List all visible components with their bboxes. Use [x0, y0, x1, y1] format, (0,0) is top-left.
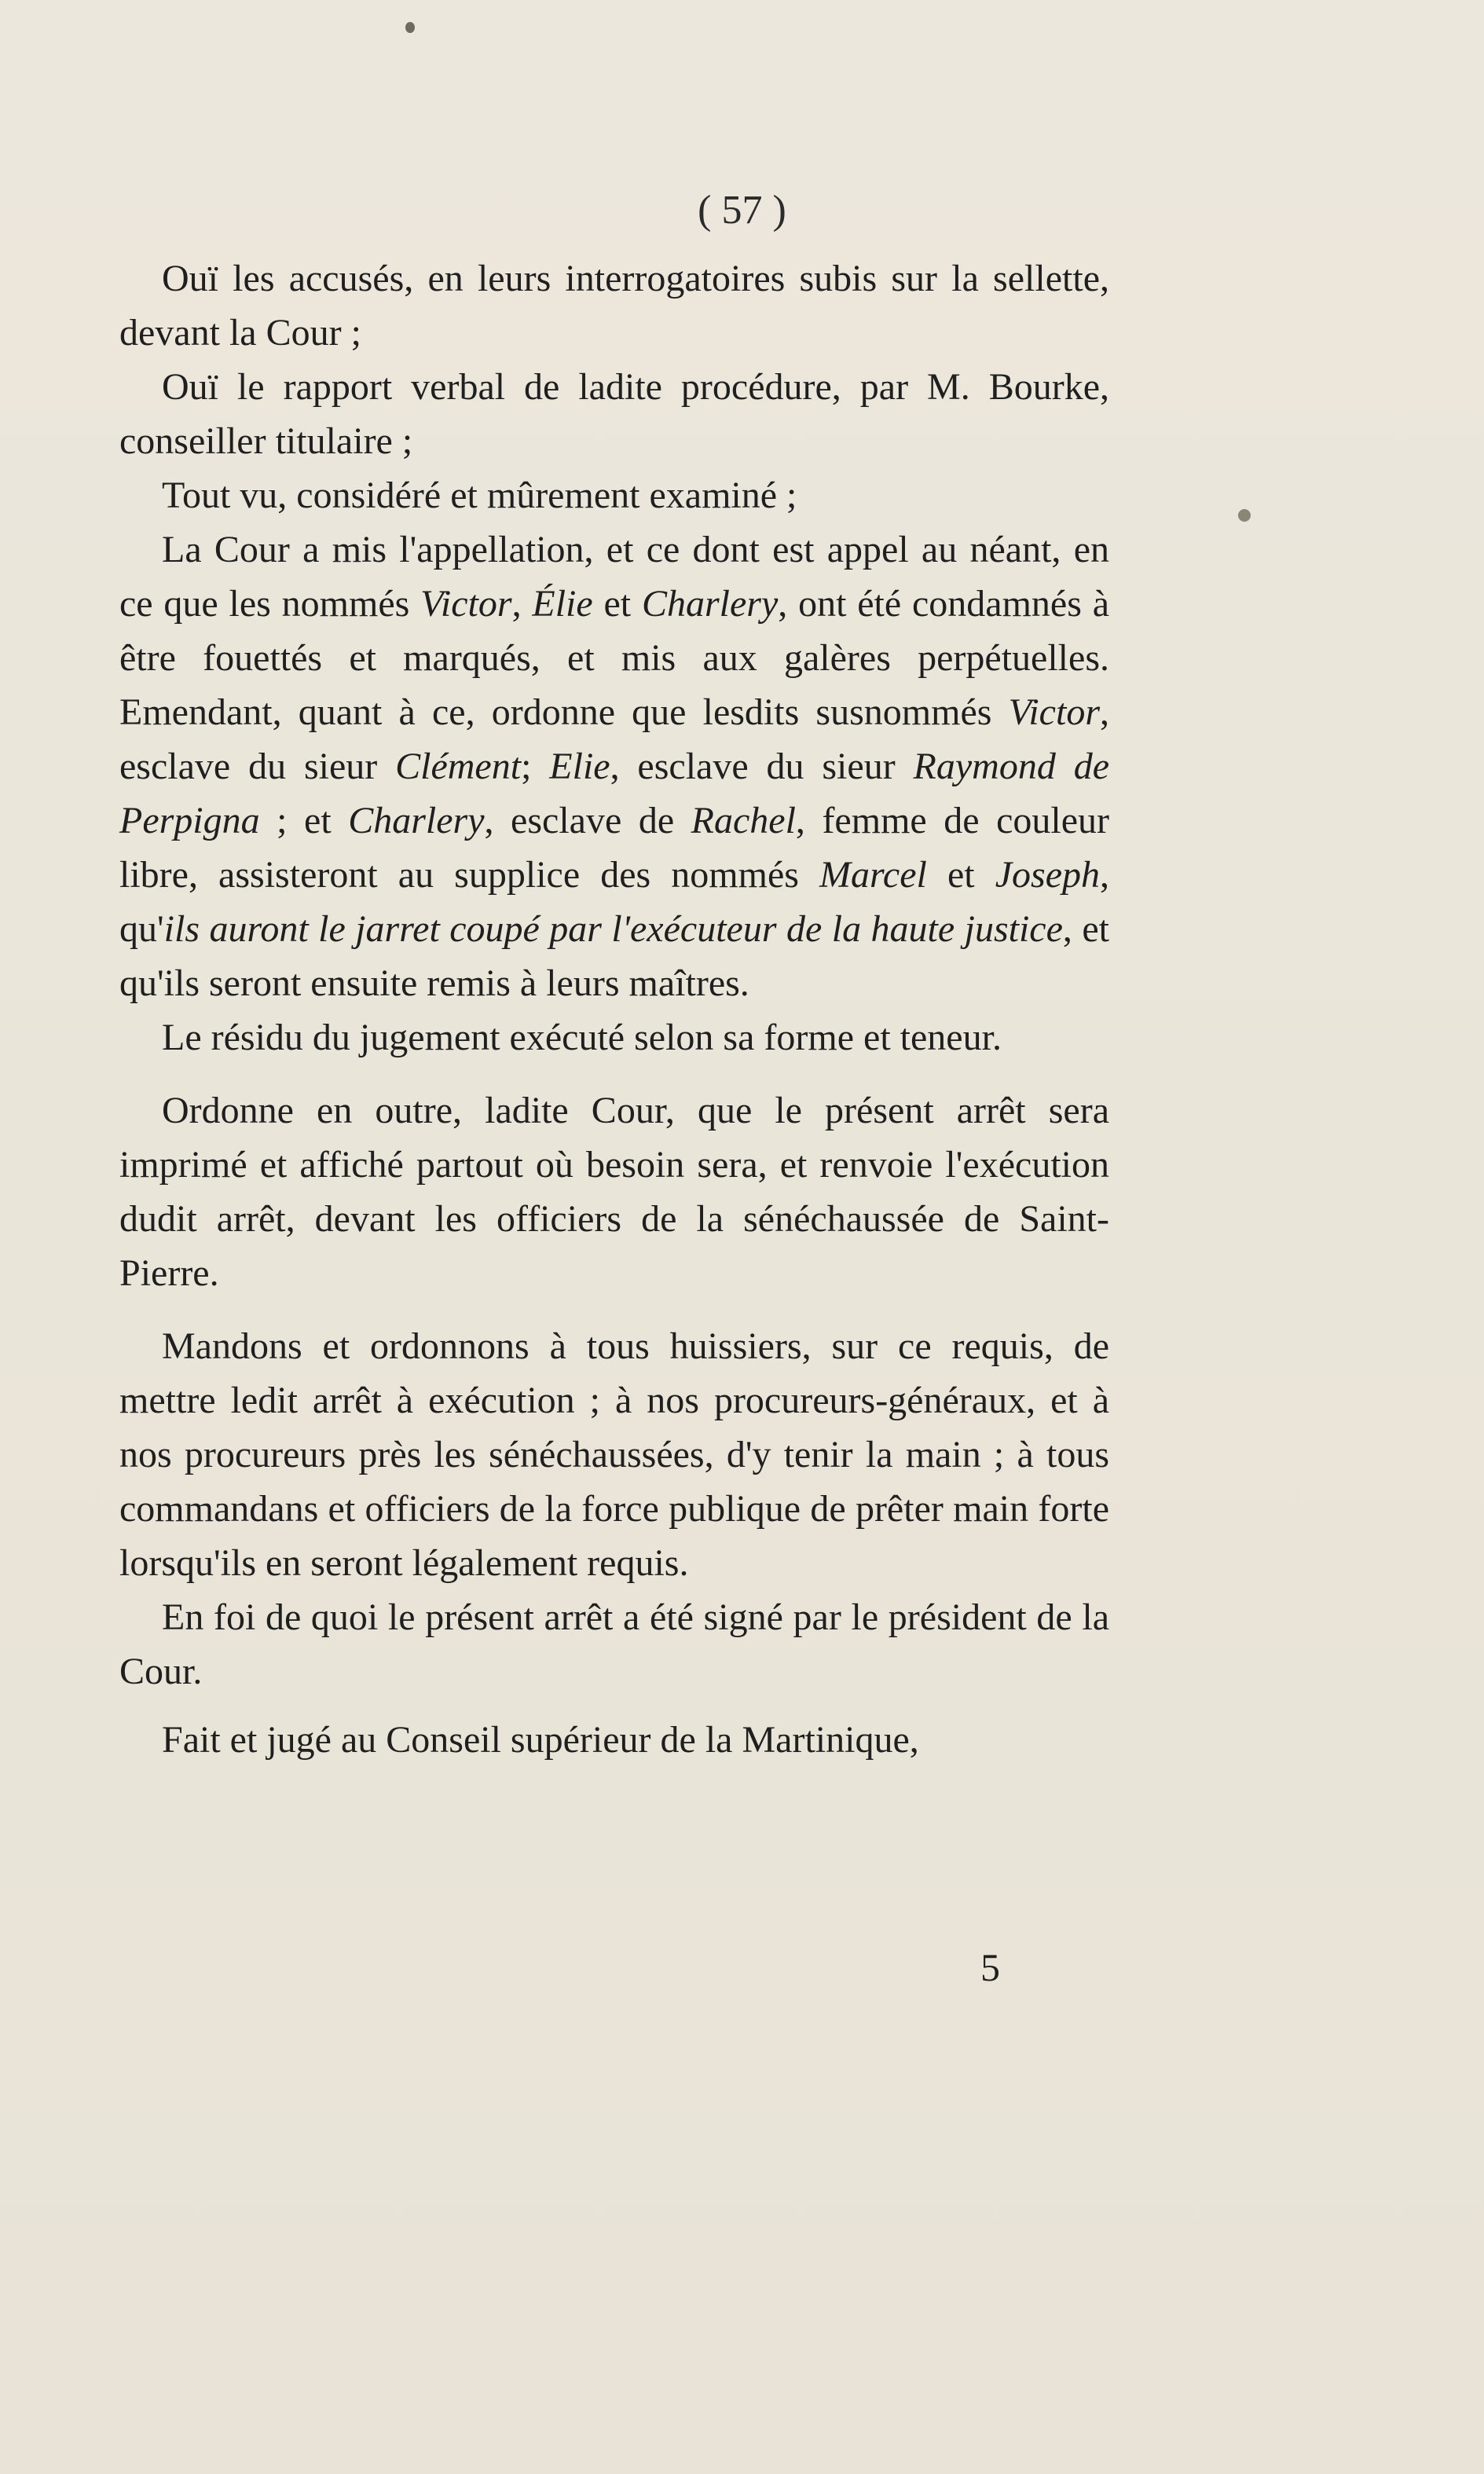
- italic-name: Victor: [420, 583, 512, 625]
- paragraph: [119, 360, 1109, 468]
- text-run: ; et: [259, 800, 349, 841]
- text-run: ,: [511, 583, 533, 625]
- text-run: et: [926, 854, 995, 896]
- italic-name: Charlery: [641, 583, 779, 625]
- page-number: ( 57 ): [698, 188, 786, 233]
- paragraph: [119, 468, 1109, 522]
- paragraph: [119, 1590, 1109, 1699]
- italic-name: Clément: [395, 746, 522, 787]
- paragraph: [119, 1319, 1109, 1590]
- italic-name: Raymond de Perpigna: [119, 746, 1109, 841]
- text-run: , ont été condamnés à être fouettés et marqués, et mis aux galères perpétuelles. Emendant, quant à ce, ordonne que lesdits susnommés: [119, 583, 1110, 733]
- paragraph: [119, 251, 1109, 360]
- text-run: Le résidu du jugement exécuté selon sa forme et teneur.: [162, 1017, 1002, 1058]
- text-run: et: [592, 583, 642, 625]
- text-run: , et qu'ils seront ensuite remis à leurs maîtres.: [119, 908, 1109, 1004]
- text-run: En foi de quoi le présent arrêt a été signé par le président de la Cour.: [119, 1596, 1109, 1692]
- italic-name: Victor: [1008, 691, 1100, 733]
- italic-name: Rachel: [691, 800, 796, 841]
- italic-name: Elie: [549, 746, 610, 787]
- text-run: Ouï le rapport verbal de ladite procédure, par M. Bourke, conseiller titulaire ;: [119, 366, 1109, 462]
- italic-name: Charlery: [348, 800, 485, 841]
- ink-spot: [405, 22, 415, 33]
- text-run: Tout vu, considéré et mûrement examiné ;: [162, 475, 797, 516]
- text-run: Fait et jugé au Conseil supérieur de la Martinique,: [162, 1719, 919, 1761]
- text-run: , femme de couleur libre, assisteront au supplice des nommés: [119, 800, 1110, 896]
- italic-name: Élie: [532, 583, 593, 625]
- text-run: Mandons et ordonnons à tous huissiers, sur ce requis, de mettre ledit arrêt à exécution ; à nos procureurs-généraux, et à nos procureurs près les sénéchaussées, d'y tenir la main ; à tous commandans et officiers de la force publique de prêter main forte lorsqu'ils en seront légalement requis.: [119, 1325, 1109, 1584]
- text-run: , esclave du sieur: [119, 691, 1109, 787]
- body-text: [119, 251, 1109, 1767]
- text-run: , qu': [119, 854, 1109, 950]
- italic-name: ils auront le jarret coupé par l'exécuteur de la haute justice: [163, 908, 1063, 950]
- text-run: La Cour a mis l'appellation, et ce dont est appel au néant, en ce que les nommés: [119, 529, 1109, 625]
- paragraph: [119, 1010, 1109, 1065]
- text-run: Ordonne en outre, ladite Cour, que le présent arrêt sera imprimé et affiché partout où besoin sera, et renvoie l'exécution dudit arrêt, devant les officiers de la sénéchaussée de Saint-Pierre.: [119, 1090, 1109, 1294]
- paragraph: [119, 1713, 1109, 1767]
- text-run: Ouï les accusés, en leurs interrogatoires subis sur la sellette, devant la Cour ;: [119, 258, 1109, 354]
- signature-mark: 5: [980, 1945, 1000, 1989]
- text-run: , esclave du sieur: [610, 746, 914, 787]
- paragraph: [119, 522, 1109, 1010]
- italic-name: Joseph: [995, 854, 1100, 896]
- italic-name: Marcel: [819, 854, 927, 896]
- text-run: , esclave de: [484, 800, 691, 841]
- text-run: ;: [521, 746, 550, 787]
- ink-spot: [1238, 509, 1251, 522]
- paragraph: [119, 1083, 1109, 1300]
